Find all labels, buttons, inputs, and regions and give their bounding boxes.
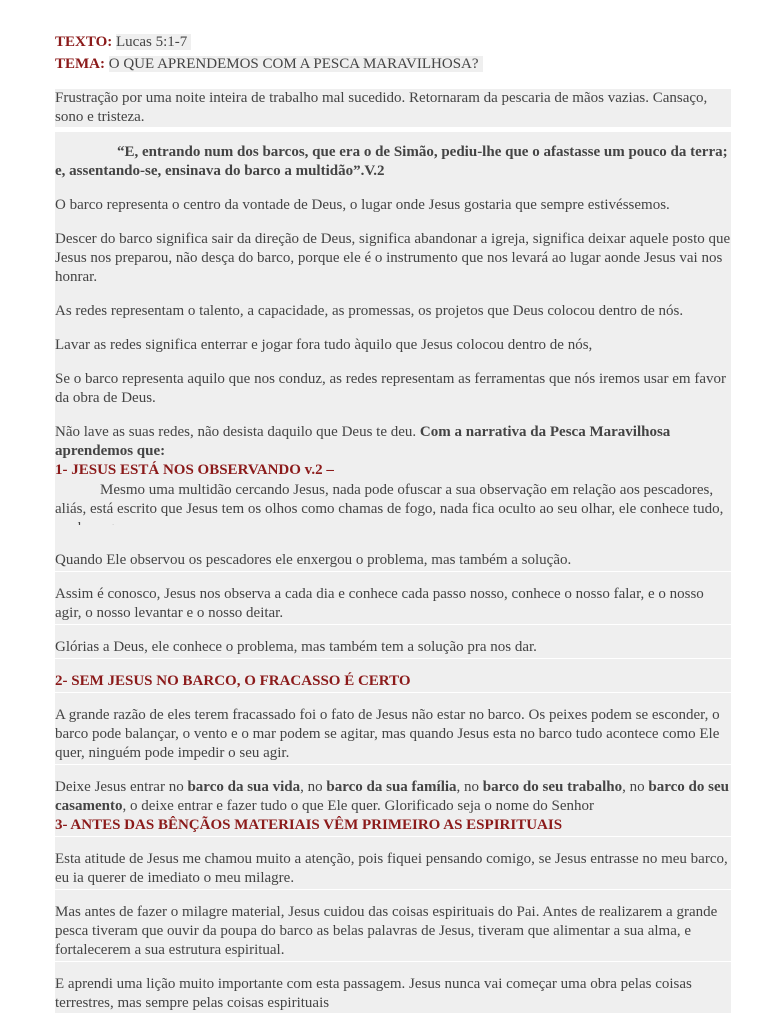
paragraph-redes: As redes representam o talento, a capacidade, as promessas, os projetos que Deus colocou dentro de nós. [55,303,684,319]
paragraph-licao-block [55,962,731,1013]
paragraph-conosco-block [55,572,731,624]
paragraph-lavar: Lavar as redes significa enterrar e jogar fora tudo àquilo que Jesus colocou dentro de nós, [55,337,593,353]
deixe-text-e: , no [456,779,483,795]
paragraph-observacao: Mesmo uma multidão cercando Jesus, nada pode ofuscar a sua observação em relação aos pescadores, aliás, está escrito que Jesus tem os olhos como chamas de fogo, nada fica oculto ao seu olhar, ele conhece tudo, [55,481,724,517]
paragraph-milagre: Mas antes de fazer o milagre material, Jesus cuidou das coisas espirituais do Pai. Antes de realizarem a grande pesca tiveram que ouvir da poupa do barco as belas palavras de Jesus, tiveram que alimentar a sua alma, e fortalecerem a sua estrutura espiritual. [55,904,718,959]
deixe-text-i: , o deixe entrar e fazer tudo o que Ele quer. Glorificado seja o nome do Senhor [122,798,594,815]
deixe-text-a: Deixe Jesus entrar no [55,779,188,795]
paragraph-fracasso-block [55,693,731,764]
deixe-text-g: , no [622,779,649,795]
texto-label: TEXTO: [55,34,113,50]
deixe-bold-casamento: barco do seu casamento [55,779,729,815]
heading-section-2: 2- SEM JESUS NO BARCO, O FRACASSO É CERTO [55,673,411,689]
paragraph-frustracao: Frustração por uma noite inteira de trabalho mal sucedido. Retornaram da pescaria de mãos vazias. Cansaço, sono e tristeza. [55,90,708,126]
section-1-block [55,409,731,525]
deixe-bold-vida: barco da sua vida [187,779,301,795]
paragraph-conosco: Assim é conosco, Jesus nos observa a cada dia e conhece cada passo nosso, conhece o nosso falar, e o nosso agir, o nosso levantar e o nosso deitar. [55,586,704,622]
nao-lave-text: Não lave as suas redes, não desista daquilo que Deus te deu. [55,424,417,440]
paragraph-glorias: Glórias a Deus, ele conhece o problema, mas também tem a solução pra nos dar. [55,639,537,655]
paragraph-barco-block [55,181,731,215]
deixe-bold-familia: barco da sua família [326,779,457,795]
tema-line [55,53,731,75]
paragraph-nao-lave [55,423,731,461]
paragraph-atitude-block [55,837,731,889]
texto-value: Lucas 5:1-7 [116,34,191,50]
heading-section-2-block [55,659,731,692]
section-3-block [55,765,731,836]
quote-block [55,132,731,181]
paragraph-ferramentas: Se o barco representa aquilo que nos conduz, as redes representam as ferramentas que nós iremos usar em favor da obra de Deus. [55,371,726,407]
paragraph-milagre-block [55,890,731,961]
tema-value: O QUE APRENDEMOS COM A PESCA MARAVILHOSA? [109,56,483,72]
heading-section-1: 1- JESUS ESTÁ NOS OBSERVANDO v.2 – [55,462,334,479]
paragraph-descer-block [55,215,731,288]
paragraph-descer: Descer do barco significa sair da direção de Deus, significa abandonar a igreja, significa deixar aquele posto que Jesus nos preparou, não desça do barco, porque ele é o instrumento que nos levará ao lugar aonde Jesus vai nos honrar. [55,231,731,286]
tema-label: TEMA: [55,56,105,72]
texto-line [55,31,731,53]
paragraph-barco: O barco representa o centro da vontade de Deus, o lugar onde Jesus gostaria que sempre estivéssemos. [55,197,670,213]
bible-quote: “E, entrando num dos barcos, que era o de Simão, pediu-lhe que o afastasse um pouco da terra; e, assentando-se, ensinava do barco a multidão”.V.2 [55,144,728,180]
paragraph-intro [55,89,731,127]
paragraph-solucao: Quando Ele observou os pescadores ele enxergou o problema, mas também a solução. [55,552,572,568]
paragraph-atitude: Esta atitude de Jesus me chamou muito a atenção, pois fiquei pensando comigo, se Jesus entrasse no meu barco, eu ia querer de imediato o meu milagre. [55,851,728,887]
paragraph-solucao-block [55,525,731,571]
heading-section-3: 3- ANTES DAS BÊNÇÃOS MATERIAIS VÊM PRIMEIRO AS ESPIRITUAIS [55,817,563,834]
document-page [55,31,731,1012]
deixe-bold-trabalho: barco do seu trabalho [482,779,623,795]
deixe-text-c: , no [300,779,327,795]
paragraph-glorias-block [55,625,731,658]
paragraph-lavar-block [55,322,731,356]
paragraph-deixe-jesus [55,778,731,816]
paragraph-ferramentas-block [55,356,731,409]
nao-lave-bold: Com a narrativa da Pesca Maravilhosa aprendemos que: [55,424,671,460]
paragraph-redes-block [55,288,731,322]
paragraph-fracasso: A grande razão de eles terem fracassado foi o fato de Jesus não estar no barco. Os peixes podem se esconder, o barco pode balançar, o vento e o mar podem se agitar, mas quando Jesus esta no barco tudo acontece como Ele quer, ninguém pode impedir o seu agir. [55,707,720,762]
paragraph-licao: E aprendi uma lição muito importante com esta passagem. Jesus nunca vai começar uma obra pelas coisas terrestres, mas sempre pelas coisas espirituais [55,976,692,1012]
